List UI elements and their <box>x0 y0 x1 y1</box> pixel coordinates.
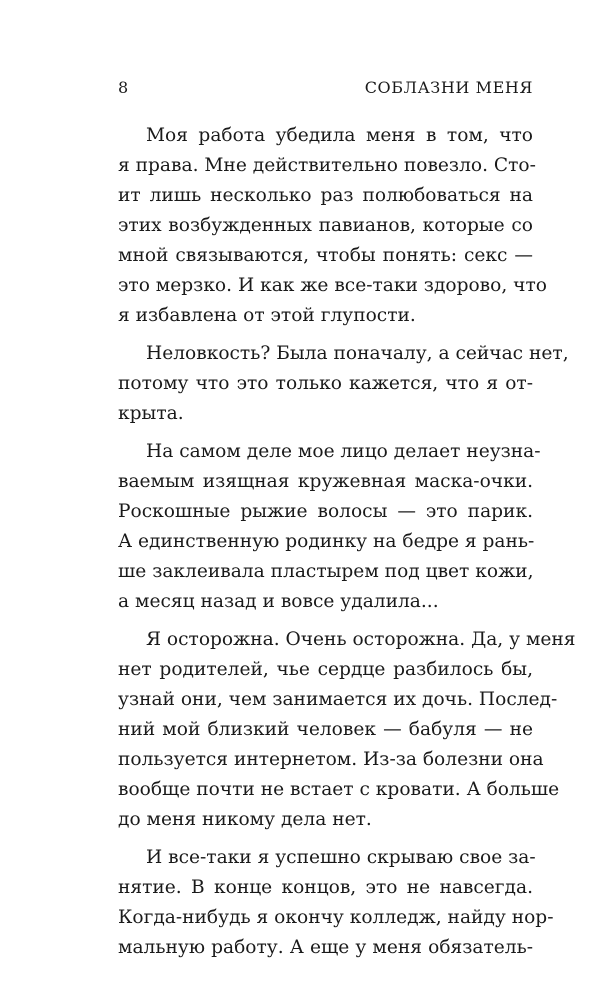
text-line: крыта. <box>118 403 184 424</box>
text-line: потому что это только кажется, что я от- <box>118 373 533 394</box>
text-line: а месяц назад и вовсе удалила... <box>118 591 439 612</box>
text-line: На самом деле мое лицо делает неузна- <box>146 441 541 462</box>
body-text <box>118 121 576 971</box>
text-line: нятие. В конце концов, это не навсегда. <box>118 877 533 898</box>
running-title: СОБЛАЗНИ МЕНЯ <box>364 78 533 97</box>
text-line: этих возбужденных павианов, которые со <box>118 215 533 236</box>
text-line: ваемым изящная кружевная маска-очки. <box>118 471 533 492</box>
paragraph-3 <box>118 437 541 617</box>
text-line: ний мой близкий человек — бабуля — не <box>118 719 533 740</box>
paragraph-1 <box>118 121 547 331</box>
text-line: мальную работу. А еще у меня обязатель- <box>118 937 533 958</box>
text-line: узнай они, чем занимается их дочь. Послед- <box>118 689 558 710</box>
text-line: Когда-нибудь я окончу колледж, найду нор- <box>118 907 554 928</box>
text-line: это мерзко. И как же все-таки здорово, что <box>118 275 547 296</box>
text-line: А единственную родинку на бедре я рань- <box>118 531 535 552</box>
page-header <box>118 78 533 102</box>
text-line: я избавлена от этой глупости. <box>118 305 416 326</box>
text-line: пользуется интернетом. Из-за болезни она <box>118 749 544 770</box>
text-line: И все-таки я успешно скрываю свое за- <box>146 847 536 868</box>
text-line: Я осторожна. Очень осторожна. Да, у меня <box>146 629 576 650</box>
paragraph-2 <box>118 339 569 429</box>
text-line: вообще почти не встает с кровати. А больше <box>118 779 560 800</box>
text-line: Неловкость? Была поначалу, а сейчас нет, <box>146 343 569 364</box>
text-line: я права. Мне действительно повезло. Сто- <box>118 155 536 176</box>
paragraph-4 <box>118 625 576 835</box>
text-line: Роскошные рыжие волосы — это парик. <box>118 501 533 522</box>
text-line: до меня никому дела нет. <box>118 809 372 830</box>
text-line: Моя работа убедила меня в том, что <box>146 125 533 146</box>
text-line: ит лишь несколько раз полюбоваться на <box>118 185 533 206</box>
text-line: нет родителей, чье сердце разбилось бы, <box>118 659 533 680</box>
text-line: мной связываются, чтобы понять: секс — <box>118 245 533 266</box>
text-line: ше заклеивала пластырем под цвет кожи, <box>118 561 534 582</box>
page-number: 8 <box>118 78 129 97</box>
paragraph-5 <box>118 843 554 963</box>
